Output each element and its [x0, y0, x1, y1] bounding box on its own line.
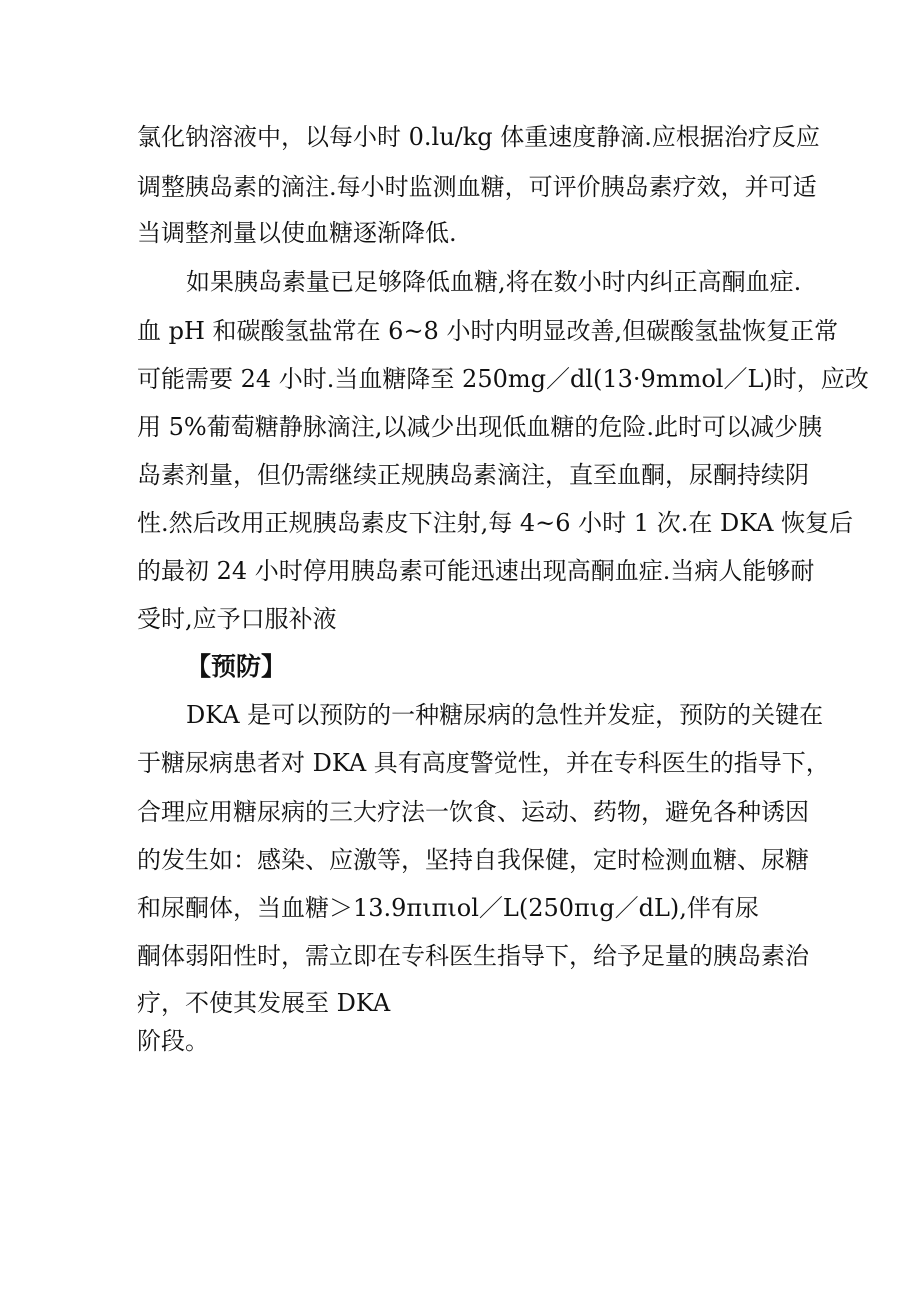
paragraph-3-line-4: 的发生如：感染、应激等，坚持自我保健，定时检测血糖、尿糖: [137, 846, 809, 874]
paragraph-3-line-1: DKA 是可以预防的一种糖尿病的急性并发症，预防的关键在: [186, 701, 824, 729]
paragraph-3-line-3: 合理应用糖尿病的三大疗法一饮食、运动、药物，避免各种诱因: [137, 798, 809, 826]
section-heading-prevention: 【预防】: [186, 652, 287, 681]
paragraph-2-line-2: 血 pH 和碳酸氢盐常在 6~8 小时内明显改善,但碳酸氢盐恢复正常: [137, 317, 839, 345]
paragraph-3-line-5: 和尿酮体，当血糖＞13.9πιπιol／L(250πιg／dL),伴有尿: [137, 894, 759, 922]
paragraph-2-line-6: 性.然后改用正规胰岛素皮下注射,每 4~6 小时 1 次.在 DKA 恢复后: [137, 509, 854, 537]
paragraph-2-line-1: 如果胰岛素量已足够降低血糖,将在数小时内纠正高酮血症.: [186, 268, 802, 296]
paragraph-2-line-5: 岛素剂量，但仍需继续正规胰岛素滴注，直至血酮，尿酮持续阴: [137, 461, 809, 489]
paragraph-3-line-8: 阶段。: [137, 1027, 209, 1055]
paragraph-2-line-7: 的最初 24 小时停用胰岛素可能迅速出现高酮血症.当病人能够耐: [137, 557, 815, 585]
paragraph-3-line-6: 酮体弱阳性时，需立即在专科医生指导下，给予足量的胰岛素治: [137, 942, 809, 970]
paragraph-1-line-2: 调整胰岛素的滴注.每小时监测血糖，可评价胰岛素疗效，并可适: [137, 173, 817, 201]
paragraph-3-line-2: 于糖尿病患者对 DKA 具有高度警觉性，并在专科医生的指导下，: [137, 749, 830, 777]
paragraph-2-line-8: 受时,应予口服补液: [137, 605, 337, 633]
paragraph-1-line-3: 当调整剂量以使血糖逐渐降低.: [137, 219, 457, 247]
paragraph-2-line-3: 可能需要 24 小时.当血糖降至 250mg／dl(13·9mmol／L)时，应改: [137, 365, 869, 393]
paragraph-3-line-7: 疗，不使其发展至 DKA: [137, 989, 391, 1017]
paragraph-2-line-4: 用 5%葡萄糖静脉滴注,以减少出现低血糖的危险.此时可以减少胰: [137, 413, 822, 441]
paragraph-1-line-1: 氯化钠溶液中，以每小时 0.lu/kg 体重速度静滴.应根据治疗反应: [137, 123, 820, 151]
